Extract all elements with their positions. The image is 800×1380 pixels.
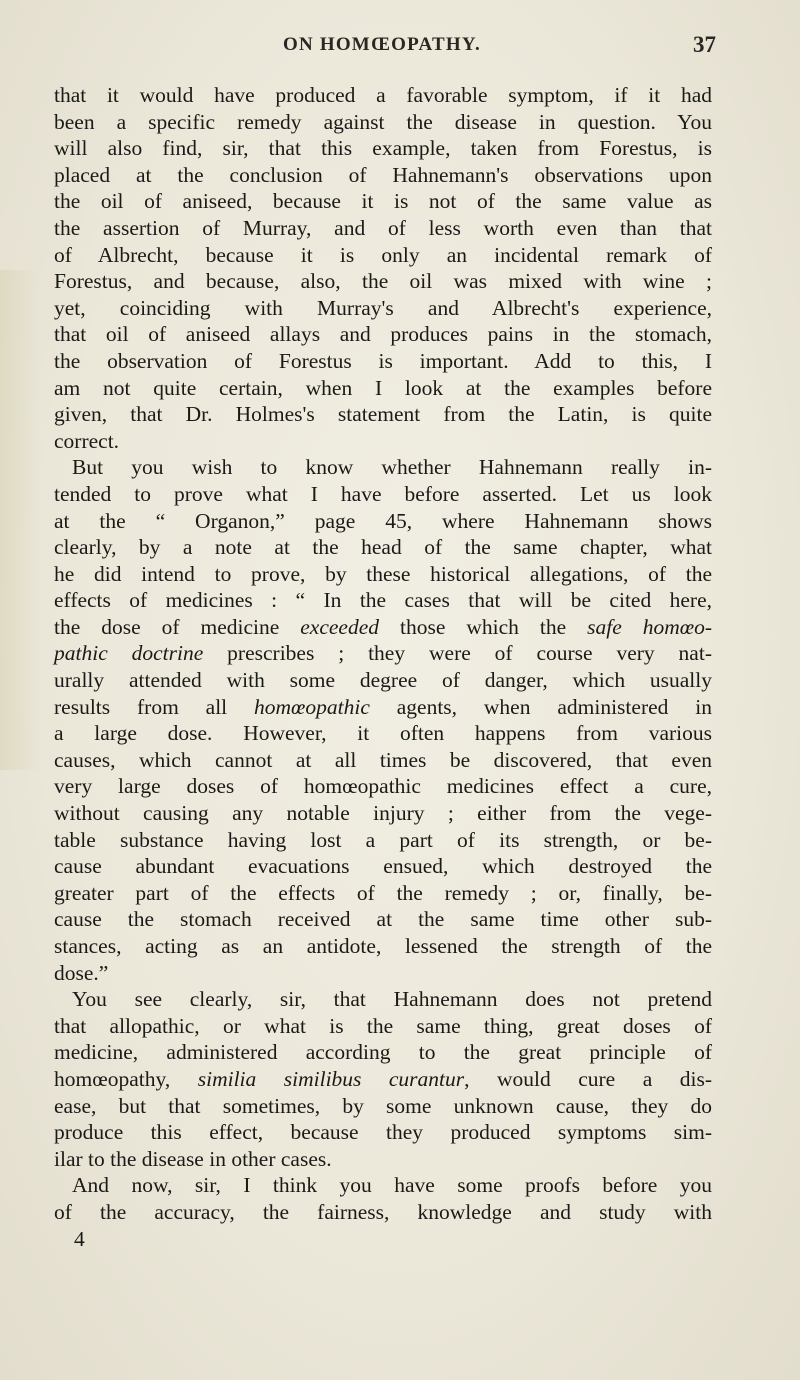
text-line: table substance having lost a part of its strength, or be- (54, 827, 712, 852)
text-line: that oil of aniseed allays and produces pains in the stomach, (54, 322, 712, 347)
body-text (54, 82, 712, 1252)
text-line: clearly, by a note at the head of the same chapter, what (54, 535, 712, 560)
text-line: the dose of medicine exceeded those which the safe homœo- (54, 614, 712, 639)
page-stain (0, 270, 40, 770)
text-line: that allopathic, or what is the same thing, great doses of (54, 1013, 712, 1038)
text-line: the assertion of Murray, and of less worth even than that (54, 215, 712, 240)
text-line: of the accuracy, the fairness, knowledge and study with (54, 1199, 712, 1224)
text-line: But you wish to know whether Hahnemann really in- (72, 455, 712, 480)
text-line: Forestus, and because, also, the oil was mixed with wine ; (54, 269, 712, 294)
text-line: dose.” (54, 960, 109, 985)
text-line: a large dose. However, it often happens from various (54, 721, 712, 746)
text-line: been a specific remedy against the disease in question. You (54, 109, 712, 134)
text-line: he did intend to prove, by these historical allegations, of the (54, 561, 712, 586)
text-line: You see clearly, sir, that Hahnemann does not pretend (72, 987, 712, 1012)
text-line: produce this effect, because they produced symptoms sim- (54, 1120, 712, 1145)
text-line: at the “ Organon,” page 45, where Hahnemann shows (54, 508, 712, 533)
text-line: of Albrecht, because it is only an incidental remark of (54, 242, 712, 267)
text-line: given, that Dr. Holmes's statement from the Latin, is quite (54, 402, 712, 427)
text-line: the oil of aniseed, because it is not of the same value as (54, 189, 712, 214)
text-line: effects of medicines : “ In the cases that will be cited here, (54, 588, 712, 613)
text-line: yet, coinciding with Murray's and Albrecht's experience, (54, 295, 712, 320)
text-line: placed at the conclusion of Hahnemann's observations upon (54, 162, 712, 187)
text-line: am not quite certain, when I look at the examples before (54, 375, 712, 400)
text-line: cause abundant evacuations ensued, which destroyed the (54, 854, 712, 879)
text-line: causes, which cannot at all times be discovered, that even (54, 747, 712, 772)
text-line: without causing any notable injury ; either from the vege- (54, 801, 712, 826)
text-line: medicine, administered according to the great principle of (54, 1040, 712, 1065)
text-line: urally attended with some degree of danger, which usually (54, 668, 712, 693)
text-line: greater part of the effects of the remedy ; or, finally, be- (54, 880, 712, 905)
text-line: cause the stomach received at the same time other sub- (54, 907, 712, 932)
text-line: tended to prove what I have before asserted. Let us look (54, 481, 712, 506)
text-line: correct. (54, 428, 120, 453)
signature-mark: 4 (74, 1226, 85, 1251)
text-line: results from all homœopathic agents, when administered in (54, 694, 712, 719)
text-line: pathic doctrine prescribes ; they were of course very nat- (54, 641, 712, 666)
text-line: ease, but that sometimes, by some unknown cause, they do (54, 1093, 712, 1118)
text-line: the observation of Forestus is important. Add to this, I (54, 348, 712, 373)
page-number: 37 (693, 32, 716, 57)
text-line: And now, sir, I think you have some proofs before you (72, 1173, 712, 1198)
text-line: ilar to the disease in other cases. (54, 1146, 332, 1171)
text-line: very large doses of homœopathic medicines effect a cure, (54, 774, 712, 799)
text-line: stances, acting as an antidote, lessened the strength of the (54, 934, 712, 958)
running-head-title: ON HOMŒOPATHY. (283, 34, 482, 55)
text-line: homœopathy, similia similibus curantur, would cure a dis- (54, 1066, 712, 1091)
text-line: will also find, sir, that this example, taken from Forestus, is (54, 136, 712, 161)
text-line: that it would have produced a favorable symptom, if it had (54, 83, 712, 107)
running-head (0, 34, 800, 62)
